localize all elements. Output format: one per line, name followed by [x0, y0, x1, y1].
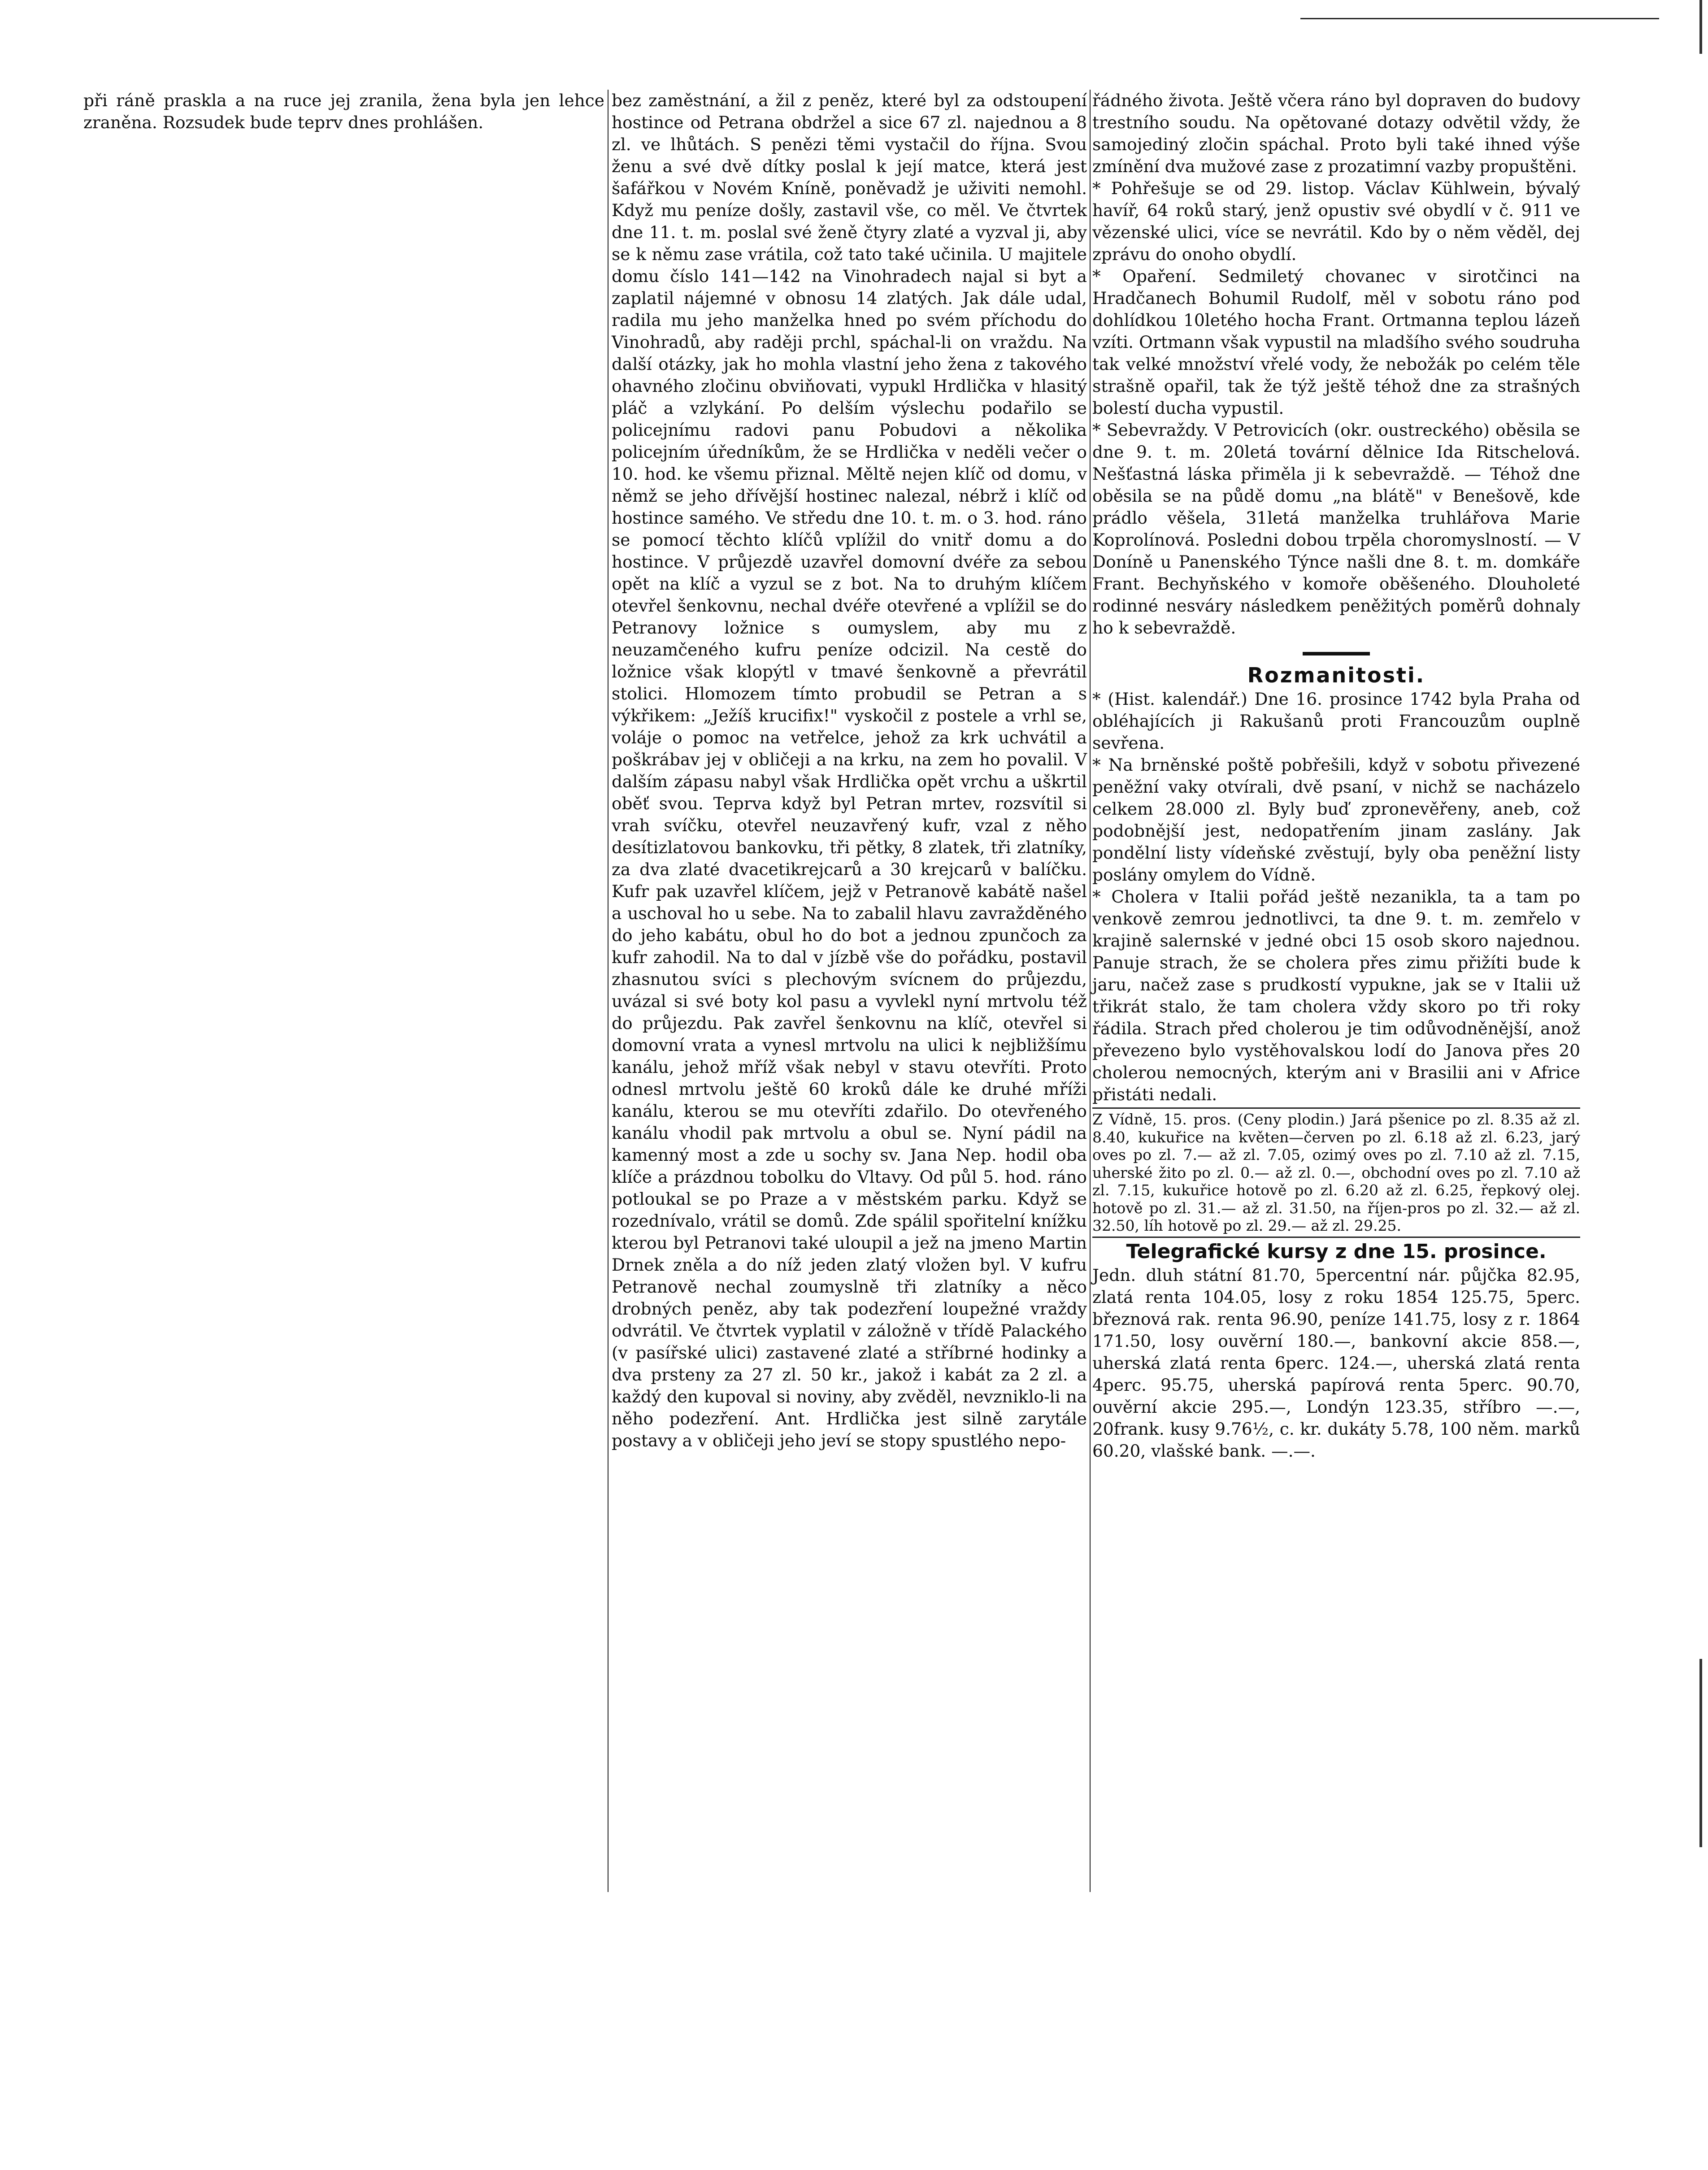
- kursy-text: Jedn. dluh státní 81.70, 5percentní nár. půjčka 82.95, zlatá renta 104.05, losy z roku 1854 125.75, 5perc. březnová rak. renta 96.90, peníze 141.75, losy z r. 1864 171.50, losy ouvěrní 180.—, bankovní akcie 858.—, uherská zlatá renta 6perc. 124.—, uherská zlatá renta 4perc. 95.75, uherská papírová renta 5perc. 90.70, ouvěrní akcie 295.—, Londýn 123.35, stříbro —.—, 20frank. kusy 9.76½, c. kr. dukáty 5.78, 100 něm. marků 60.20, vlašské bank. —.—.: [1092, 1265, 1580, 1461]
- market-top-rule: [1092, 1107, 1580, 1109]
- kursy-heading: Telegrafické kursy z dne 15. prosince.: [1126, 1240, 1547, 1263]
- rozmanitosti-item-1: * (Hist. kalendář.) Dne 16. prosince 1742 byla Praha od obléhajících ji Rakušanů proti Francouzům ouplně sevřena.: [1092, 689, 1580, 753]
- column-divider-2: [1090, 90, 1091, 1892]
- column-2: [612, 90, 1087, 1452]
- article-rehabilitation-end: řádného života. Ještě včera ráno byl dopraven do budovy trestního soudu. Na opětované dotazy odvětil vždy, že samojediný zločin spáchal. Proto byli také ihned výše zmínění dva mužové zase z prozatimní vazby propuštěni.: [1092, 91, 1580, 176]
- column-2-text: bez zaměstnání, a žil z peněz, které byl za odstoupení hostince od Petrana obdržel a sice 67 zl. najednou a 8 zl. ve lhůtách. S penězi těmi vystačil do října. Svou ženu a své dvě dítky poslal k její matce, která jest šafářkou v Novém Kníně, poněvadž je uživiti nemohl. Když mu peníze došly, zastavil vše, co měl. Ve čtvrtek dne 11. t. m. poslal své ženě čtyry zlaté a vyzval ji, aby se k němu zase vrátila, což tato také učinila. U majitele domu číslo 141—142 na Vinohradech najal si byt a zaplatil nájemné v obnosu 14 zlatých. Jak dále udal, radila mu jeho manželka hned po svém příchodu do Vinohradů, aby raději prchl, spáchal-li on vraždu. Na další otázky, jak ho mohla vlastní jeho žena z takového ohavného zločinu obviňovati, vypukl Hrdlička v hlasitý pláč a vzlykání. Po delším výslechu podařilo se policejnímu radovi panu Pobudovi a několika policejním úředníkům, že se Hrdlička v neděli večer o 10. hod. ke všemu přiznal. Měltě nejen klíč od domu, v němž se jeho dřívější hostinec nalezal, nébrž i klíč od hostince samého. Ve středu dne 10. t. m. o 3. hod. ráno se pomocí těchto klíčů vplížil do vnitř domu a do hostince. V průjezdě uzavřel domovní dvéře za sebou opět na klíč a vyzul se z bot. Na to druhým klíčem otevřel šenkovnu, nechal dvéře otevřené a vplížil se do Petranovy ložnice s oumyslem, aby mu z neuzamčeného kufru peníze odcizil. Na cestě do ložnice však klopýtl v tmavé šenkovně a převrátil stolici. Hlomozem tímto probudil se Petran a s výkřikem: „Ježíš krucifix!" vyskočil z postele a vrhl se, voláje o pomoc na vetřelce, jehož za krk uchvátil a poškrábav jej v obličeji a na krku, na zem ho povalil. V dalším zápasu nabyl však Hrdlička opět vrchu a uškrtil oběť svou. Teprva když byl Petran mrtev, rozsvítil si vrah svíčku, otevřel neuzavřený kufr, vzal z něho desítizlatovou bankovku, tři pětky, 8 zlatek, tři zlatníky, za dva zlaté dvacetikrejcarů a 30 krejcarů v balíčku. Kufr pak uzavřel klíčem, jejž v Petranově kabátě našel a uschoval ho u sebe. Na to zabalil hlavu zavražděného do jeho kabátu, obul ho do bot a jednou zpunčoch za kufr zahodil. Na to dal v jízbě vše do pořádku, postavil zhasnutou svíci s plechovým svícnem do průjezdu, uvázal si své boty kol pasu a vyvlekl nyní mrtvolu též do průjezdu. Pak zavřel šenkovnu na klíč, otevřel si domovní vrata a vynesl mrtvolu na ulici k nejbližšímu kanálu, jehož mříž však nebyl v stavu otevříti. Proto odnesl mrtvolu ještě 60 kroků dále ke druhé mříži kanálu, kterou se mu otevříti zdařilo. Do otevřeného kanálu vhodil pak mrtvolu a obul se. Nyní pádil na kamenný most a zde u sochy sv. Jana Nep. hodil oba klíče a prázdnou tobolku do Vltavy. Od půl 5. hod. ráno potloukal se po Praze a v městském parku. Když se rozednívalo, vrátil se domů. Zde spálil spořitelní knížku kterou byl Petranovi také uloupil a jež na jmeno Martin Drnek zněla a do níž jeden zlatý vložen byl. V kufru Petranově nechal zoumyslně tři zlatníky a něco drobných peněz, aby tak podezření loupežné vraždy odvrátil. Ve čtvrtek vyplatil v záložně v třídě Palackého (v pasířské ulici) zastavené zlaté a stříbrné hodinky a dva prsteny za 27 zl. 50 kr., jakož i kabát za 2 zl. a každý den kupoval si noviny, aby zvěděl, nevzniklo-li na něho podezření. Ant. Hrdlička jest silně zarytále postavy a v obličeji jeho jeví se stopy spustlého nepo-: [612, 91, 1087, 1450]
- column-1: [83, 90, 604, 134]
- right-edge-mark-lower: [1699, 1659, 1702, 1847]
- right-edge-mark: [1699, 0, 1702, 54]
- top-scan-line: [1300, 18, 1659, 19]
- article-pohresuje: * Pohřešuje se od 29. listop. Václav Kühlwein, bývalý havíř, 64 roků starý, jenž opustiv své obydlí v č. 911 ve vězenské ulici, více se nevrátil. Kdo by o něm věděl, dej zprávu do onoho obydlí.: [1092, 178, 1580, 264]
- kursy-top-rule: [1092, 1237, 1580, 1238]
- rozmanitosti-item-3: * Cholera v Italii pořád ještě nezanikla, ta a tam po venkově zemrou jednotlivci, ta dne 9. t. m. zemřelo v krajině salernské v jedné obci 15 osob skoro najednou. Panuje strach, že se cholera přes zimu přižíti bude k jaru, načež zase s prudkostí vypukne, jak se v Italii už třikrát stalo, že tam cholera vždy skoro po tři roky řádila. Strach před cholerou je tim odůvodněnější, anož převezeno bylo vystěhovalskou lodí do Janova přes 20 cholerou nemocných, kterým ani v Brasilii ani v Africe přistáti nedali.: [1092, 887, 1580, 1104]
- column-3: [1092, 90, 1580, 1462]
- article-opareni: * Opaření. Sedmiletý chovanec v sirotčinci na Hradčanech Bohumil Rudolf, měl v sobotu ráno pod dohlídkou 10letého hocha Frant. Ortmanna teplou lázeň vzíti. Ortmann však vypustil na mladšího svého soudruha tak velké množství vřelé vody, že nebožák po celém těle strašně opařil, tak že týž ještě téhož dne za strašných bolestí ducha vypustil.: [1092, 266, 1580, 418]
- column-1-text: při ráně praskla a na ruce jej zranila, žena byla jen lehce zraněna. Rozsudek bude teprv dnes prohlášen.: [83, 91, 604, 132]
- section-heading-rozmanitosti: Rozmanitosti.: [1247, 663, 1426, 687]
- section-separator: [1092, 639, 1580, 661]
- market-prices: Z Vídně, 15. pros. (Ceny plodin.) Jará pšenice po zl. 8.35 až zl. 8.40, kukuřice na květen—červen po zl. 6.18 až zl. 6.23, jarý oves po zl. 7.— až zl. 7.05, ozimý oves po zl. 7.10 až zl. 7.15, uherské žito po zl. 0.— až zl. 0.—, obchodní oves po zl. 7.10 až zl. 7.15, kukuřice hotově po zl. 6.20 až zl. 6.25, řepkový olej. hotově po zl. 31.— až zl. 31.50, na říjen-pros po zl. 32.— až zl. 32.50, líh hotově po zl. 29.— až zl. 29.25.: [1092, 1111, 1580, 1234]
- rozmanitosti-item-2: * Na brněnské poště pobřešili, když v sobotu přivezené peněžní vaky otvírali, dvě psaní, v nichž se nacházelo celkem 28.000 zl. Byly buď zpronevěřeny, aneb, což podobnější jest, nedopatřením jinam zaslány. Jak pondělní listy vídeňské zvěstují, byly oba peněžní listy poslány omylem do Vídně.: [1092, 755, 1580, 885]
- article-sebevrazdy: * Sebevraždy. V Petrovicích (okr. oustreckého) oběsila se dne 9. t. m. 20letá tovární dělnice Ida Ritschelová. Nešťastná láska přiměla ji k sebevraždě. — Téhož dne oběsila se na půdě domu „na blátě" v Benešově, kde prádlo věšela, 31letá manželka truhlářova Marie Koprolínová. Posledni dobou trpěla choromyslností. — V Doníně u Panenského Týnce našli dne 8. t. m. domkáře Frant. Bechyňského v komoře oběšeného. Dlouholeté rodinné nesváry následkem peněžitých poměrů dohnaly ho k sebevraždě.: [1092, 420, 1580, 638]
